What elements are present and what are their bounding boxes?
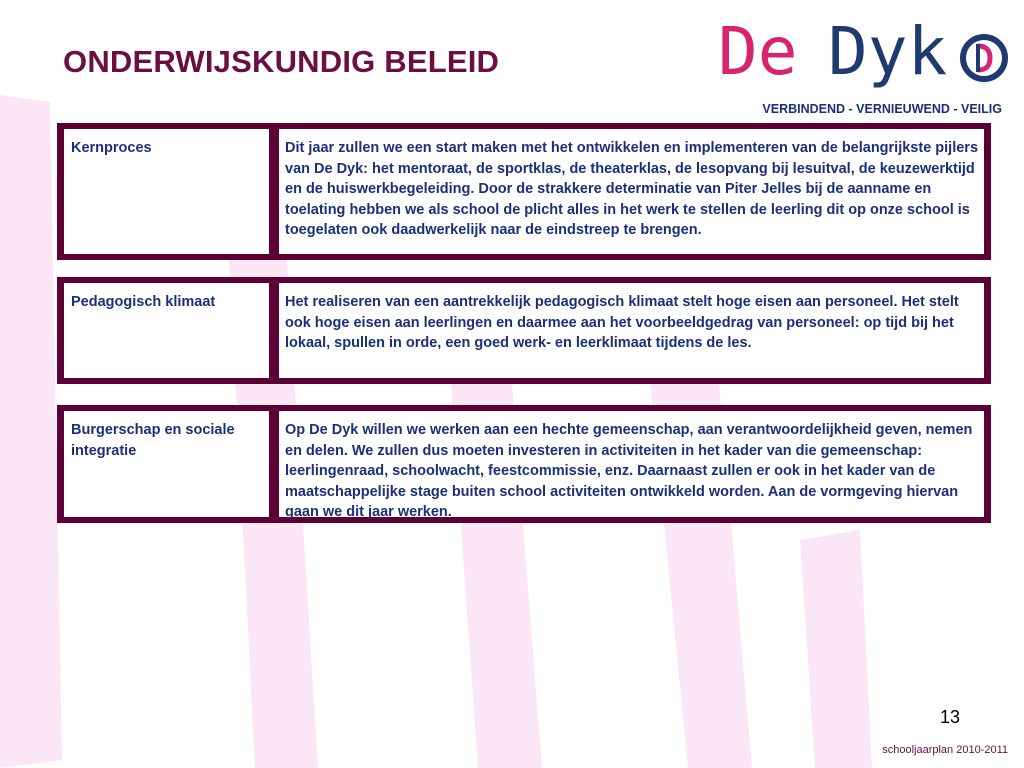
logo-dyk-text: Dyk [828,13,948,90]
row-text: Dit jaar zullen we een start maken met het ontwikkelen en implementeren van de belangrijkste pijlers van De Dyk: het mentoraat, de sportklas, de theaterklas, de lesopvang bij lesuitval, de keuzewerktijd en de huiswerkbegeleiding. Door de strakkere determinatie van Piter Jelles bij de aanname en toelating hebben we als school de plicht alles in het werk te stellen de leerling dit op onze school is toegelaten ook daadwerkelijk naar de eindstreep te brengen. [279,129,984,254]
logo-de-text: De [718,13,798,90]
logo-emblem-icon [963,37,1005,79]
row-label: Kernproces [64,129,269,254]
tagline: VERBINDEND - VERNIEUWEND - VEILIG [762,102,1002,116]
de-dyk-logo [716,12,1012,96]
row-label: Pedagogisch klimaat [64,283,269,378]
row-label: Burgerschap en sociale integratie [64,411,269,517]
row-text: Het realiseren van een aantrekkelijk pedagogisch klimaat stelt hoge eisen aan personeel. Het stelt ook hoge eisen aan leerlingen en daarmee aan het voorbeeldgedrag van personeel: op tijd bij het lokaal, spullen in orde, een goed werk- en leerklimaat tijdens de les. [279,283,984,378]
policy-row-pedagogisch-klimaat [57,277,991,384]
policy-row-burgerschap [57,405,991,523]
page-title: ONDERWIJSKUNDIG BELEID [63,44,500,79]
page-number: 13 [940,707,961,727]
row-text: Op De Dyk willen we werken aan een hechte gemeenschap, aan verantwoordelijkheid geven, nemen en delen. We zullen dus moeten investeren in activiteiten in het kader van die gemeenschap: leerlingenraad, schoolwacht, feestcommissie, enz. Daarnaast zullen er ook in het kader van de maatschappelijke stage buiten school activiteiten ontwikkeld worden. Aan de vormgeving hiervan gaan we dit jaar werken. [279,411,984,517]
policy-row-kernproces [57,123,991,260]
footer-label: schooljaarplan 2010-2011 [882,744,1008,756]
